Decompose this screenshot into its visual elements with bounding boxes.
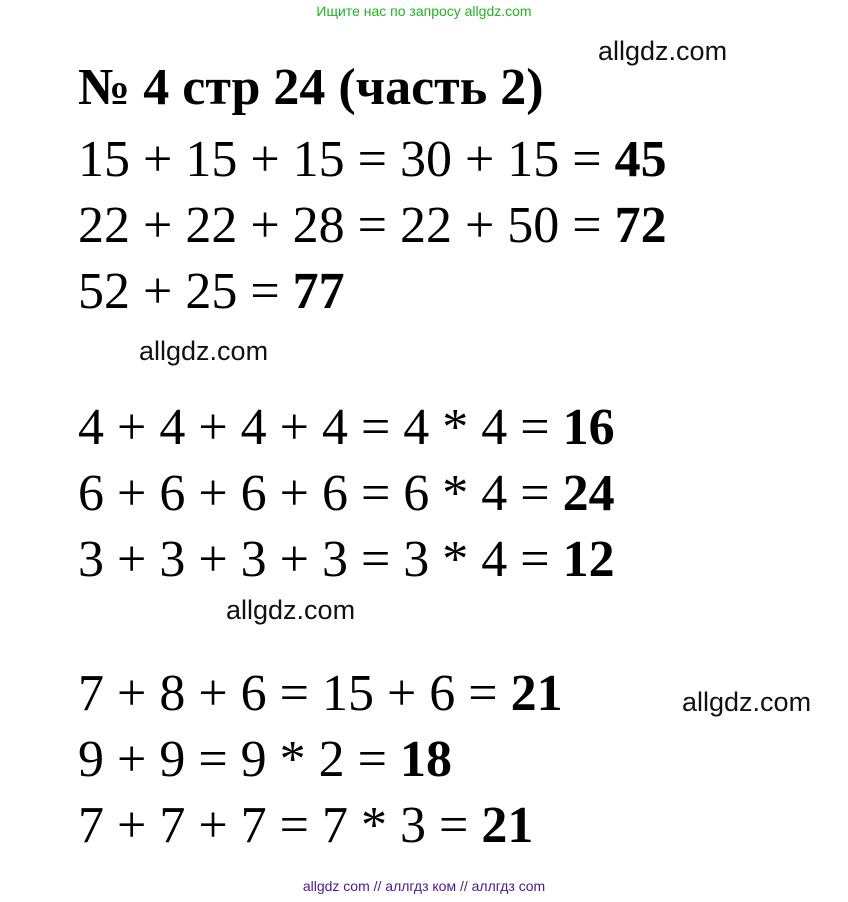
- watermark-2: allgdz.com: [139, 336, 269, 366]
- footer-links[interactable]: allgdz com // аллгдз ком // аллгдз com: [302, 878, 546, 894]
- equation-1: [78, 131, 667, 188]
- equation-6: [78, 531, 615, 588]
- equation-answer: 72: [614, 197, 667, 254]
- equation-answer: 24: [562, 465, 615, 522]
- equation-answer: 16: [562, 399, 615, 456]
- equation-5: [78, 465, 615, 522]
- equation-2: [78, 197, 667, 254]
- equation-answer: 12: [562, 531, 615, 588]
- equation-expression: 15 + 15 + 15 = 30 + 15 =: [78, 131, 615, 188]
- equation-answer: 77: [292, 263, 345, 320]
- equation-expression: 22 + 22 + 28 = 22 + 50 =: [78, 197, 615, 254]
- equation-answer: 21: [510, 665, 563, 722]
- equation-7: [78, 665, 563, 722]
- watermark-3: allgdz.com: [226, 595, 356, 625]
- equation-expression: 52 + 25 =: [78, 263, 293, 320]
- equation-expression: 7 + 8 + 6 = 15 + 6 =: [78, 665, 511, 722]
- top-banner-link[interactable]: Ищите нас по запросу allgdz.com: [316, 3, 532, 19]
- watermark-4: allgdz.com: [682, 687, 812, 717]
- equation-3: [78, 263, 345, 320]
- page-title: № 4 стр 24 (часть 2): [78, 59, 544, 116]
- equation-8: [78, 731, 452, 788]
- equation-answer: 45: [614, 131, 667, 188]
- watermark-1: allgdz.com: [598, 36, 728, 66]
- equation-expression: 3 + 3 + 3 + 3 = 3 * 4 =: [78, 531, 563, 588]
- equation-answer: 18: [399, 731, 452, 788]
- equation-expression: 4 + 4 + 4 + 4 = 4 * 4 =: [78, 399, 563, 456]
- equation-expression: 7 + 7 + 7 = 7 * 3 =: [78, 797, 482, 854]
- equation-answer: 21: [481, 797, 534, 854]
- equation-9: [78, 797, 534, 854]
- equation-4: [78, 399, 615, 456]
- equation-expression: 9 + 9 = 9 * 2 =: [78, 731, 400, 788]
- equation-expression: 6 + 6 + 6 + 6 = 6 * 4 =: [78, 465, 563, 522]
